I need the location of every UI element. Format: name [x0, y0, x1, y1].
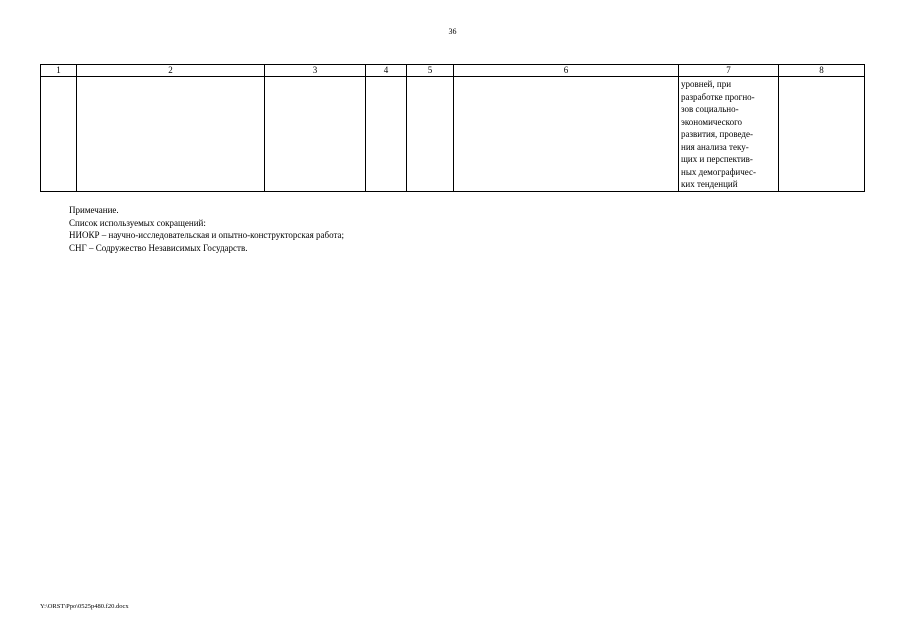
table-header-cell-5: 5: [407, 65, 454, 77]
table-cell-col2: [77, 77, 265, 192]
cell-text-line: экономического: [681, 116, 743, 127]
table-cell-col4: [366, 77, 407, 192]
table-cell-col5: [407, 77, 454, 192]
cell-text-line: зов социально-: [681, 104, 739, 114]
table-row: [41, 77, 865, 192]
notes-intro: Список используемых сокращений:: [69, 217, 206, 228]
notes-title: Примечание.: [69, 205, 119, 215]
cell-text-line: ния анализа теку-: [681, 141, 749, 152]
table-cell-col7-text: [679, 77, 778, 191]
cell-text-line: уровней, при: [681, 79, 732, 89]
abbreviation-item: НИОКР – научно-исследовательская и опытно-конструкторская работа;: [69, 230, 344, 240]
table-cell-col3: [265, 77, 366, 192]
table-cell-col8: [779, 77, 865, 192]
cell-text-line: ных демографичес-: [681, 166, 756, 177]
table-header-cell-2: 2: [77, 65, 265, 77]
table-header-cell-8: 8: [779, 65, 865, 77]
page-number: 36: [448, 27, 457, 36]
table-cell-col7: [679, 77, 779, 192]
table-header-cell-7: 7: [679, 65, 779, 77]
abbreviation-item: СНГ – Содружество Независимых Государств.: [69, 242, 248, 253]
cell-text-line: щих и перспектив-: [681, 154, 753, 164]
table-header-cell-1: 1: [41, 65, 77, 77]
footer-file-path: Y:\ORST\Ppo\0525p480.f20.docx: [40, 603, 129, 610]
notes-section: [69, 204, 344, 254]
cell-text-line: разработке прогно-: [681, 91, 755, 102]
table-header-cell-6: 6: [454, 65, 679, 77]
table-cell-col6: [454, 77, 679, 192]
table-header-row: [41, 65, 865, 77]
table-header-cell-3: 3: [265, 65, 366, 77]
cell-text-line: развития, проведе-: [681, 129, 753, 139]
table-cell-col1: [41, 77, 77, 192]
table-header-cell-4: 4: [366, 65, 407, 77]
cell-text-line: ких тенденций: [681, 179, 738, 189]
document-table: [40, 64, 865, 192]
